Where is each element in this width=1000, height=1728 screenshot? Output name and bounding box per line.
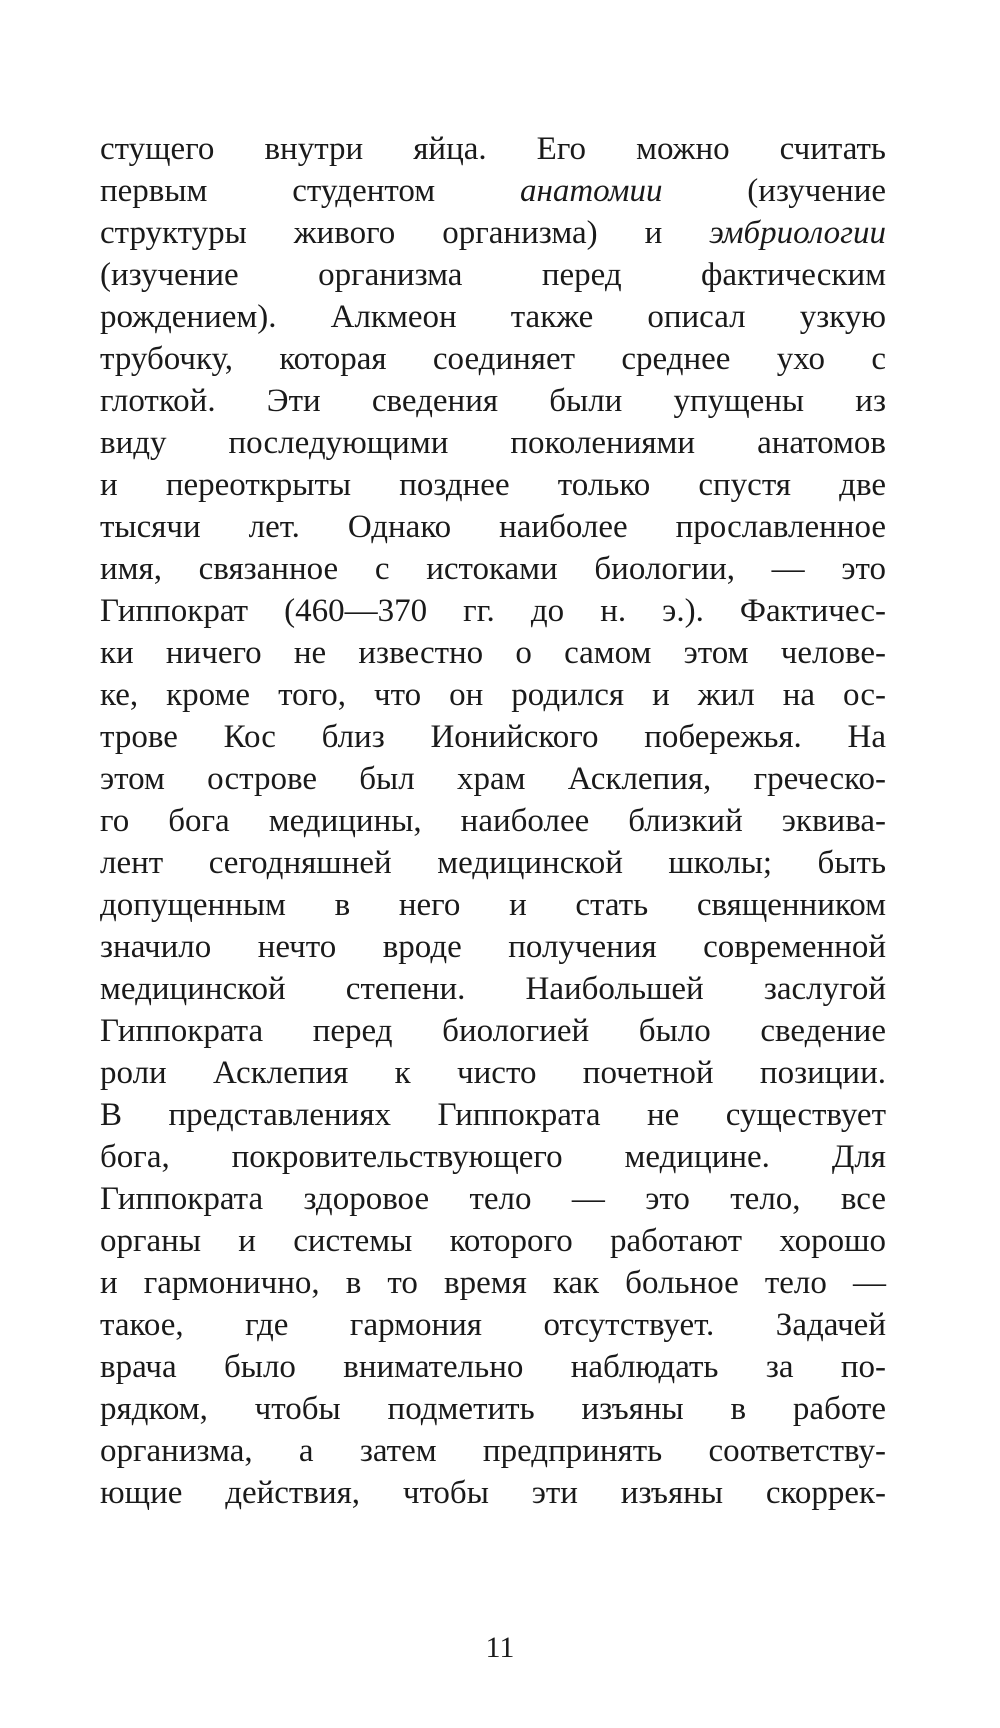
text-line [100,716,886,758]
text-line [100,128,886,170]
text-segment: тысячи лет. Однако наиболее прославленное [100,509,886,545]
text-line [100,1178,886,1220]
text-line [100,296,886,338]
body-text [100,128,886,1514]
text-segment: и переоткрыты позднее только спустя две [100,467,886,503]
text-line [100,1220,886,1262]
text-segment: ющие действия, чтобы эти изъяны скоррек- [100,1475,886,1511]
text-segment: стущего внутри яйца. Его можно считать [100,131,886,167]
text-segment: Гиппократа здоровое тело — это тело, все [100,1181,886,1217]
text-line [100,674,886,716]
text-segment: структуры живого организма) и [100,215,710,251]
text-segment: Гиппократ (460—370 гг. до н. э.). Фактичес- [100,593,886,629]
text-segment: имя, связанное с истоками биологии, — это [100,551,886,587]
text-segment: (изучение организма перед фактическим [100,257,886,293]
text-segment: роли Асклепия к чисто почетной позиции. [100,1055,886,1091]
text-line [100,170,886,212]
text-line [100,422,886,464]
text-line [100,590,886,632]
text-line [100,212,886,254]
text-segment: органы и системы которого работают хорошо [100,1223,886,1259]
text-line [100,1136,886,1178]
text-segment: трубочку, которая соединяет среднее ухо с [100,341,886,377]
text-line [100,842,886,884]
text-line [100,1304,886,1346]
text-segment: рядком, чтобы подметить изъяны в работе [100,1391,886,1427]
text-line [100,506,886,548]
text-segment: Гиппократа перед биологией было сведение [100,1013,886,1049]
page-number: 11 [485,1631,515,1664]
text-line [100,1430,886,1472]
text-segment: организма, а затем предпринять соответству- [100,1433,886,1469]
text-segment: медицинской степени. Наибольшей заслугой [100,971,886,1007]
text-segment: рождением). Алкмеон также описал узкую [100,299,886,335]
text-segment: этом острове был храм Асклепия, греческо- [100,761,886,797]
text-segment: врача было внимательно наблюдать за по- [100,1349,886,1385]
text-segment: го бога медицины, наиболее близкий эквива- [100,803,886,839]
text-line [100,926,886,968]
text-line [100,1262,886,1304]
text-segment: бога, покровительствующего медицине. Для [100,1139,886,1175]
text-line [100,1346,886,1388]
text-line [100,548,886,590]
text-segment: ки ничего не известно о самом этом челове- [100,635,886,671]
text-line [100,884,886,926]
text-segment: и гармонично, в то время как больное тело — [100,1265,886,1301]
text-line [100,254,886,296]
text-segment: лент сегодняшней медицинской школы; быть [100,845,886,881]
text-segment: допущенным в него и стать священником [100,887,886,923]
italic-term: анатомии [519,173,663,209]
text-line [100,1388,886,1430]
text-segment: первым студентом [100,173,520,209]
text-segment: такое, где гармония отсутствует. Задачей [100,1307,886,1343]
text-line [100,380,886,422]
text-line [100,1010,886,1052]
text-segment: глоткой. Эти сведения были упущены из [100,383,886,419]
text-line [100,1094,886,1136]
text-line [100,338,886,380]
text-line [100,464,886,506]
text-segment: (изучение [662,173,886,209]
text-line [100,1472,886,1514]
text-line [100,968,886,1010]
italic-term: эмбриологии [709,215,886,251]
text-line [100,800,886,842]
text-segment: ке, кроме того, что он родился и жил на ос- [100,677,886,713]
text-line [100,632,886,674]
text-segment: виду последующими поколениями анатомов [100,425,886,461]
text-line [100,1052,886,1094]
text-segment: значило нечто вроде получения современной [100,929,886,965]
text-segment: В представлениях Гиппократа не существует [100,1097,886,1133]
text-line [100,758,886,800]
text-segment: трове Кос близ Ионийского побережья. На [100,719,886,755]
